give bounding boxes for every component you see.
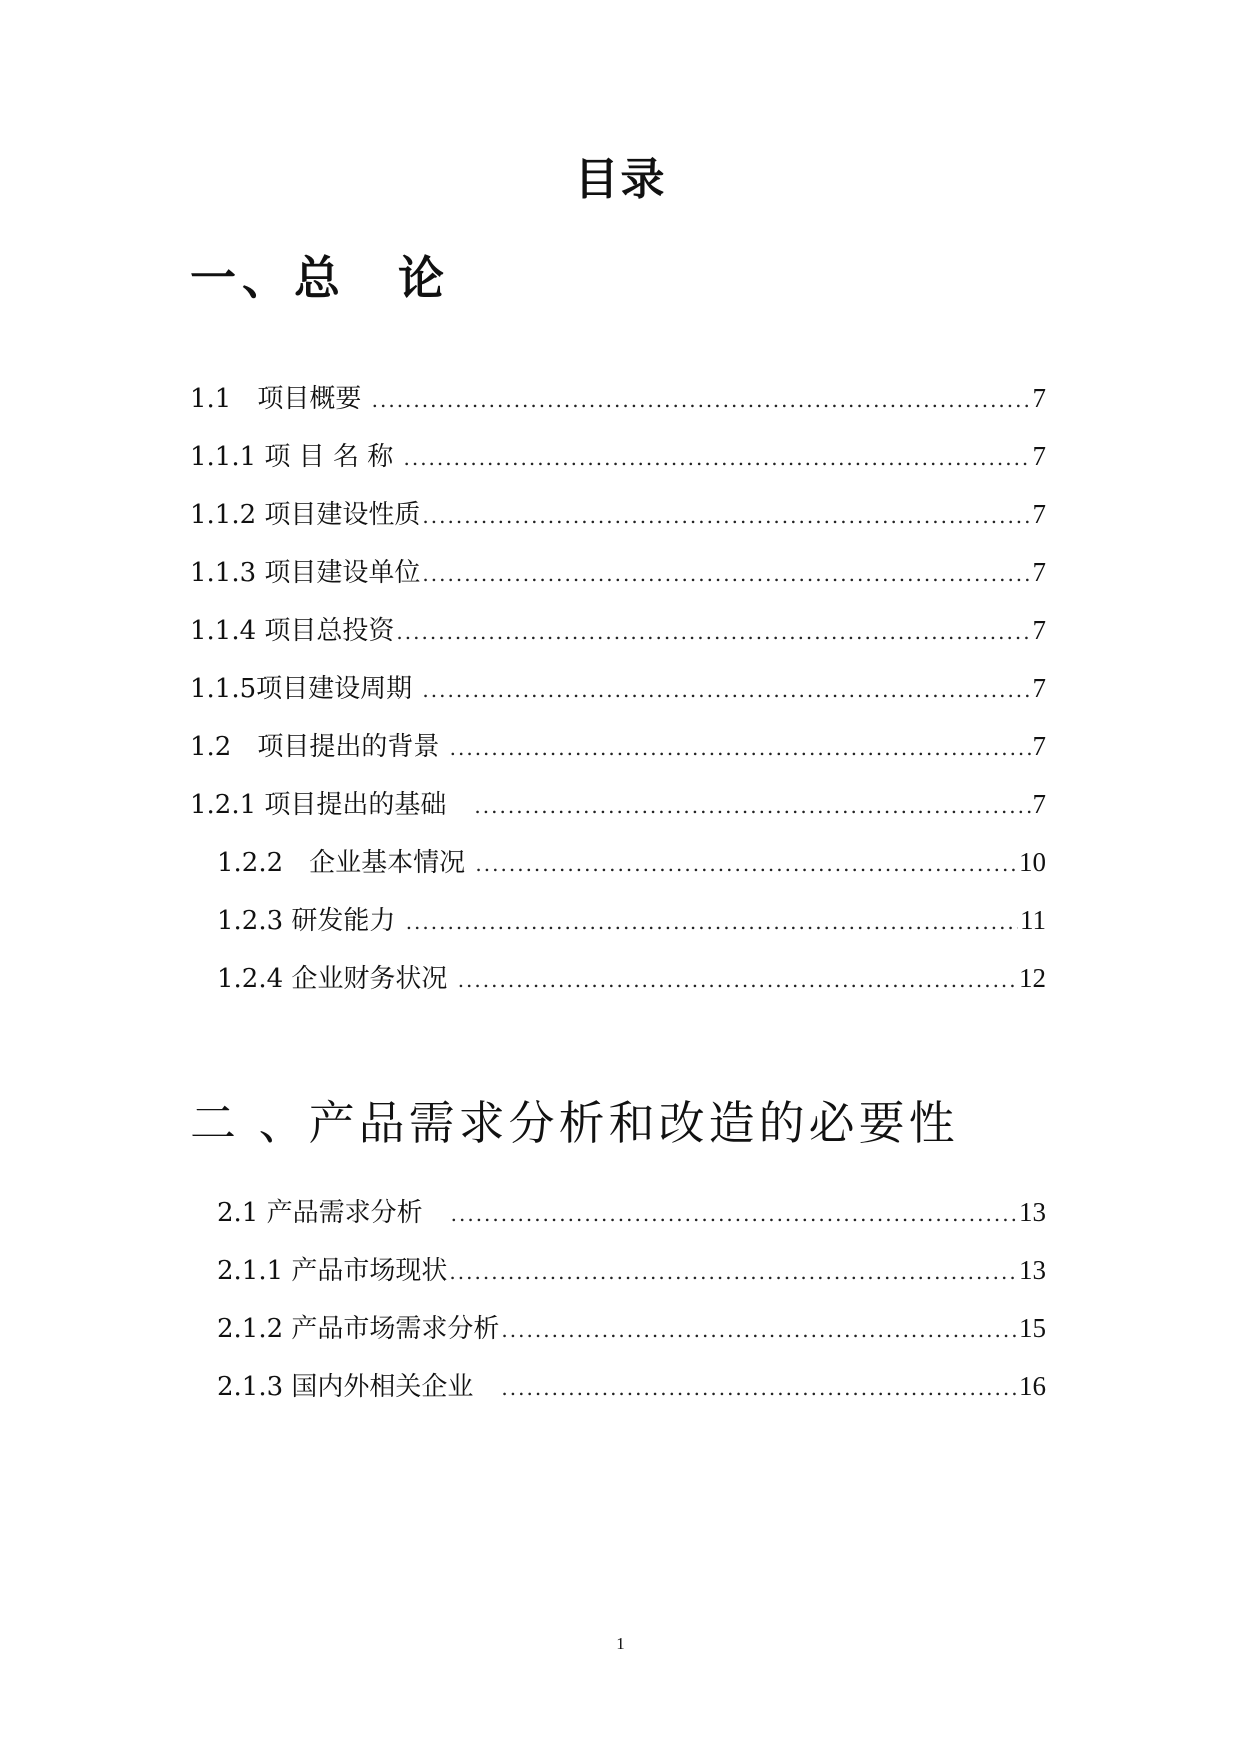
- toc-entry-label: 2.1 产品需求分析: [217, 1198, 449, 1228]
- toc-entry-page: 7: [1032, 673, 1046, 703]
- toc-entry[interactable]: [190, 668, 1046, 708]
- toc-entry[interactable]: [190, 552, 1046, 592]
- toc-entry[interactable]: [190, 726, 1046, 766]
- toc-entry-page: 16: [1019, 1371, 1046, 1401]
- toc-entry-page: 11: [1020, 905, 1046, 935]
- toc-entry[interactable]: [190, 610, 1046, 650]
- toc-entry-page: 10: [1019, 847, 1046, 877]
- page-number: 1: [616, 1634, 625, 1653]
- toc-entry-label: 1.1.4 项目总投资: [190, 616, 395, 646]
- toc-entry-page: 15: [1019, 1313, 1046, 1343]
- toc-entry-page: 13: [1019, 1197, 1046, 1227]
- toc-entry[interactable]: [217, 1192, 1046, 1232]
- toc-leader: [422, 554, 1030, 594]
- toc-leader: [422, 670, 1030, 710]
- toc-leader: [475, 844, 1017, 884]
- toc-entry-label: 1.1.1 项 目 名 称: [190, 442, 402, 472]
- toc-entry[interactable]: [190, 784, 1046, 824]
- toc-entry-label: 1.1.5项目建设周期: [190, 674, 421, 704]
- toc-leader: [450, 728, 1031, 768]
- toc-leader: [406, 902, 1018, 942]
- toc-entry-label: 2.1.3 国内外相关企业: [217, 1372, 500, 1402]
- toc-entry[interactable]: [190, 494, 1046, 534]
- toc-leader: [474, 786, 1030, 826]
- toc-entry-label: 1.2.4 企业财务状况: [217, 964, 456, 994]
- toc-entry-page: 7: [1032, 441, 1046, 471]
- toc-entry-label: 2.1.1 产品市场现状: [217, 1256, 448, 1286]
- toc-entry[interactable]: [217, 1308, 1046, 1348]
- toc-entry-page: 12: [1019, 963, 1046, 993]
- toc-entry[interactable]: [217, 1366, 1046, 1406]
- toc-leader: [451, 1194, 1017, 1234]
- toc-leader: [396, 612, 1030, 652]
- section-heading-1: 一、总 论: [190, 251, 450, 305]
- toc-entry-label: 1.2.3 研发能力: [217, 906, 404, 936]
- toc-entry-page: 7: [1032, 789, 1046, 819]
- toc-leader: [501, 1368, 1017, 1408]
- toc-entry-page: 13: [1019, 1255, 1046, 1285]
- toc-entry-page: 7: [1032, 383, 1046, 413]
- toc-entry[interactable]: [217, 900, 1046, 940]
- toc-entry-page: 7: [1032, 557, 1046, 587]
- toc-entry[interactable]: [190, 436, 1046, 476]
- toc-entry-label: 2.1.2 产品市场需求分析: [217, 1314, 500, 1344]
- toc-entry-label: 1.2.2 企业基本情况: [217, 848, 474, 878]
- toc-entry[interactable]: [217, 958, 1046, 998]
- toc-entry[interactable]: [217, 1250, 1046, 1290]
- toc-leader: [458, 960, 1017, 1000]
- section-heading-2: 二 、产品需求分析和改造的必要性: [190, 1096, 959, 1150]
- toc-leader: [422, 496, 1030, 536]
- toc-entry-label: 1.1 项目概要: [190, 384, 370, 414]
- toc-leader: [501, 1310, 1017, 1350]
- toc-leader: [372, 380, 1031, 420]
- toc-title: 目录: [574, 154, 667, 205]
- toc-leader: [449, 1252, 1017, 1292]
- toc-entry-label: 1.1.2 项目建设性质: [190, 500, 421, 530]
- toc-entry[interactable]: [190, 378, 1046, 418]
- toc-entry-label: 1.2.1 项目提出的基础: [190, 790, 473, 820]
- toc-entry-label: 1.2 项目提出的背景: [190, 732, 448, 762]
- toc-entry[interactable]: [217, 842, 1046, 882]
- toc-entry-label: 1.1.3 项目建设单位: [190, 558, 421, 588]
- toc-entry-page: 7: [1032, 615, 1046, 645]
- toc-leader: [403, 438, 1030, 478]
- toc-entry-page: 7: [1032, 731, 1046, 761]
- toc-entry-page: 7: [1032, 499, 1046, 529]
